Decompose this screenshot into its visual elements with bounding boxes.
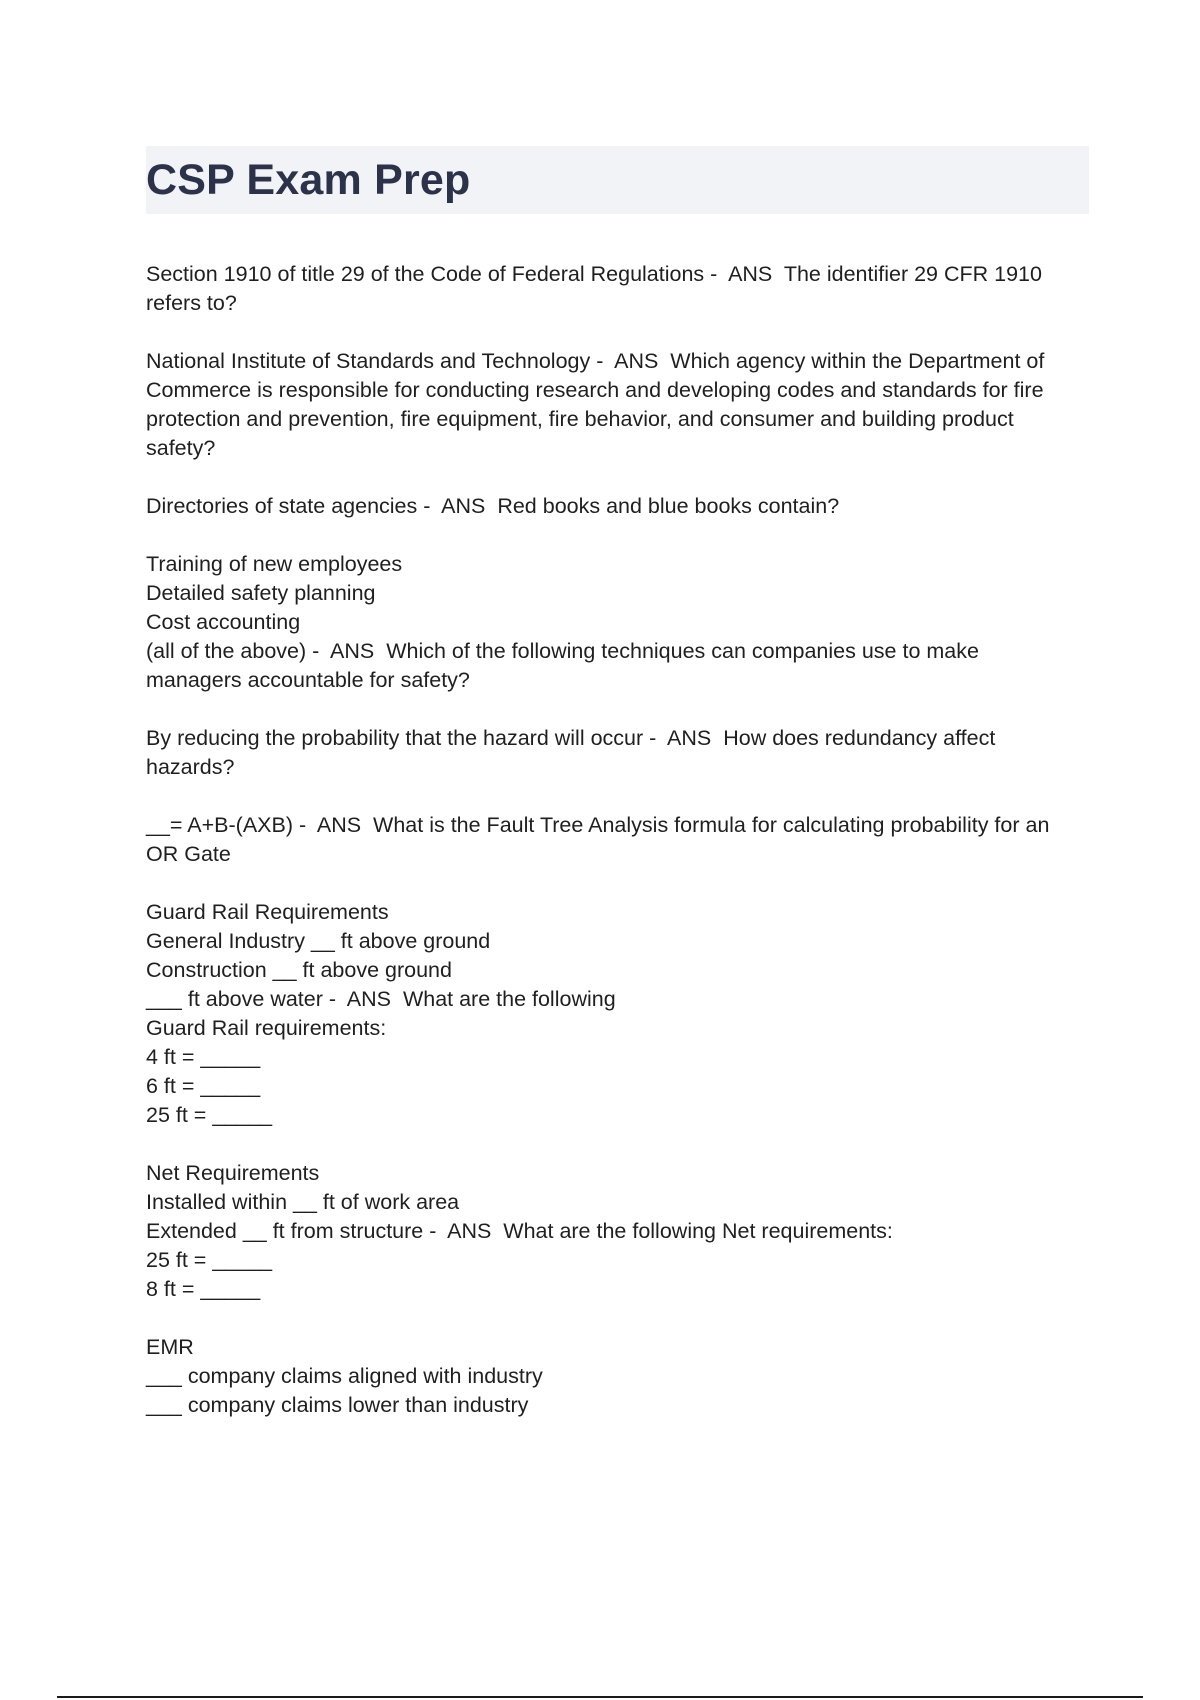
qa-line: ___ company claims aligned with industry	[146, 1364, 543, 1388]
page-title: CSP Exam Prep	[146, 155, 471, 204]
qa-item	[146, 1333, 1089, 1420]
qa-line: __= A+B-(AXB) - ANS What is the Fault Tree Analysis formula for calculating probability for an	[146, 813, 1050, 837]
qa-line: Commerce is responsible for conducting research and developing codes and standards for fire	[146, 378, 1044, 402]
qa-line: refers to?	[146, 291, 237, 315]
qa-item	[146, 260, 1089, 318]
qa-line: Construction __ ft above ground	[146, 958, 452, 982]
qa-line: ___ ft above water - ANS What are the following	[146, 987, 616, 1011]
qa-line: EMR	[146, 1335, 194, 1359]
qa-line: Extended __ ft from structure - ANS What are the following Net requirements:	[146, 1219, 893, 1243]
qa-item	[146, 898, 1089, 1130]
qa-line: 25 ft = _____	[146, 1248, 273, 1272]
document-page	[146, 146, 1089, 1449]
qa-item	[146, 492, 1089, 521]
qa-line: 4 ft = _____	[146, 1045, 261, 1069]
qa-line: Net Requirements	[146, 1161, 320, 1185]
qa-line: protection and prevention, fire equipment, fire behavior, and consumer and building product	[146, 407, 1014, 431]
qa-line: Detailed safety planning	[146, 581, 376, 605]
qa-list	[146, 260, 1089, 1420]
qa-line: Guard Rail Requirements	[146, 900, 389, 924]
qa-item	[146, 811, 1089, 869]
qa-line: safety?	[146, 436, 216, 460]
qa-line: Cost accounting	[146, 610, 301, 634]
footer-divider	[57, 1696, 1143, 1698]
qa-line: Training of new employees	[146, 552, 403, 576]
title-bar	[146, 146, 1089, 214]
qa-line: (all of the above) - ANS Which of the following techniques can companies use to make	[146, 639, 979, 663]
qa-line: By reducing the probability that the hazard will occur - ANS How does redundancy affect	[146, 726, 996, 750]
qa-item	[146, 724, 1089, 782]
qa-item	[146, 1159, 1089, 1304]
qa-item	[146, 347, 1089, 463]
qa-line: Directories of state agencies - ANS Red books and blue books contain?	[146, 494, 840, 518]
qa-item	[146, 550, 1089, 695]
qa-line: OR Gate	[146, 842, 231, 866]
qa-line: ___ company claims lower than industry	[146, 1393, 529, 1417]
qa-line: Section 1910 of title 29 of the Code of Federal Regulations - ANS The identifier 29 CFR 1910	[146, 262, 1042, 286]
qa-line: National Institute of Standards and Technology - ANS Which agency within the Department of	[146, 349, 1045, 373]
qa-line: 6 ft = _____	[146, 1074, 261, 1098]
qa-line: Installed within __ ft of work area	[146, 1190, 460, 1214]
qa-line: 25 ft = _____	[146, 1103, 273, 1127]
qa-line: General Industry __ ft above ground	[146, 929, 491, 953]
qa-line: managers accountable for safety?	[146, 668, 470, 692]
qa-line: 8 ft = _____	[146, 1277, 261, 1301]
qa-line: Guard Rail requirements:	[146, 1016, 387, 1040]
qa-line: hazards?	[146, 755, 235, 779]
